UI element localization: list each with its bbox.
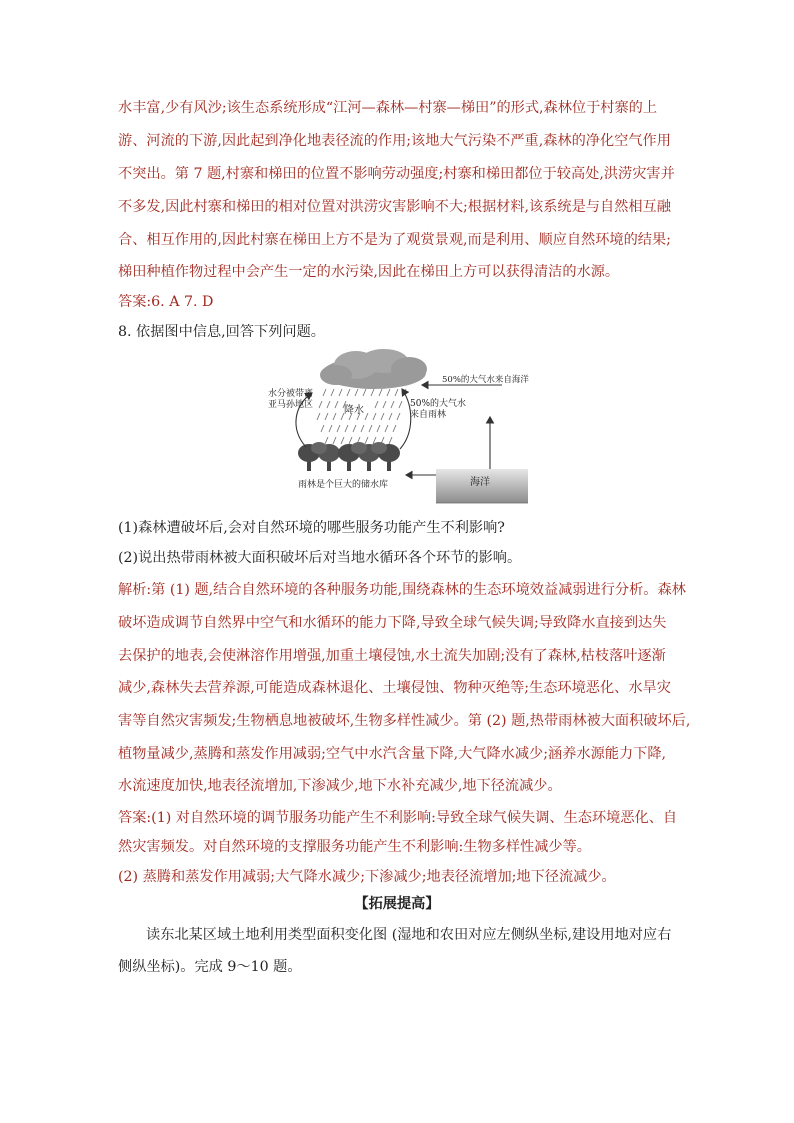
analysis-line: 减少,森林失去营养源,可能造成森林退化、土壤侵蚀、物种灭绝等;生态环境恶化、水旱灾 [118, 680, 671, 696]
analysis-line: 植物量减少,蒸腾和蒸发作用减弱;空气中水汽含量下降,大气降水减少;涵养水源能力下降, [118, 746, 667, 762]
analysis-line: 水流速度加快,地表径流增加,下渗减少,地下水补充减少,地下径流减少。 [118, 778, 562, 794]
section-heading: 【拓展提高】 [354, 896, 440, 912]
extension-intro-line: 读东北某区域土地利用类型面积变化图 (湿地和农田对应左侧纵坐标,建设用地对应右 [146, 927, 672, 943]
analysis-line: 害等自然灾害频发;生物栖息地被破坏,生物多样性减少。第 (2) 题,热带雨林被大面积破坏后, [118, 713, 691, 729]
rainforest-trees-icon [298, 442, 400, 471]
label-left-1: 水分被带离 [268, 389, 314, 399]
cloud-icon [320, 349, 427, 389]
label-rainforest-2: 来自雨林 [410, 410, 447, 420]
label-left-2: 亚马孙地区 [268, 400, 314, 410]
analysis-line: 合、相互作用的,因此村寨在梯田上方不是为了观赏景观,而是利用、顺应自然环境的结果; [118, 232, 671, 248]
answer-line: 然灾害频发。对自然环境的支撑服务功能产生不利影响:生物多样性减少等。 [118, 839, 591, 855]
analysis-line: 水丰富,少有风沙;该生态系统形成“江河—森林—村寨—梯田”的形式,森林位于村寨的上 [118, 100, 658, 116]
question-8-sub1: (1)森林遭破坏后,会对自然环境的哪些服务功能产生不利影响? [118, 520, 505, 536]
label-rainforest-1: 50%的大气水 [410, 399, 467, 409]
analysis-line: 梯田种植作物过程中会产生一定的水污染,因此在梯田上方可以获得清洁的水源。 [118, 264, 620, 280]
question-8-sub2: (2)说出热带雨林被大面积破坏后对当地水循环各个环节的影响。 [118, 550, 522, 566]
label-rain: 降水 [344, 405, 364, 416]
extension-intro-line: 侧纵坐标)。完成 9～10 题。 [118, 959, 302, 975]
rain-icon [317, 389, 406, 444]
label-ocean: 海洋 [470, 477, 490, 488]
analysis-line: 游、河流的下游,因此起到净化地表径流的作用;该地大气污染不严重,森林的净化空气作用 [118, 133, 671, 149]
water-cycle-figure [264, 349, 530, 505]
answer-line: (2) 蒸腾和蒸发作用减弱;大气降水减少;下渗减少;地表径流增加;地下径流减少。 [118, 869, 616, 885]
answer-6-7: 答案:6. A 7. D [118, 294, 214, 310]
analysis-line: 破坏造成调节自然界中空气和水循环的能力下降,导致全球气候失调;导致降水直接到达失 [118, 615, 667, 631]
label-ocean-air: 50%的大气水来自海洋 [442, 375, 529, 385]
question-8-stem: 8. 依据图中信息,回答下列问题。 [118, 324, 325, 340]
label-reservoir: 雨林是个巨大的储水库 [298, 480, 389, 490]
answer-line: 答案:(1) 对自然环境的调节服务功能产生不利影响:导致全球气候失调、生态环境恶化、自 [118, 810, 678, 826]
analysis-line: 解析:第 (1) 题,结合自然环境的各种服务功能,围绕森林的生态环境效益减弱进行分析。森林 [118, 582, 686, 598]
analysis-line: 去保护的地表,会使淋溶作用增强,加重土壤侵蚀,水土流失加剧;没有了森林,枯枝落叶逐渐 [118, 648, 666, 664]
analysis-line: 不多发,因此村寨和梯田的相对位置对洪涝灾害影响不大;根据材料,该系统是与自然相互融 [118, 199, 671, 215]
analysis-line: 不突出。第 7 题,村寨和梯田的位置不影响劳动强度;村寨和梯田都位于较高处,洪涝灾害并 [118, 166, 675, 182]
